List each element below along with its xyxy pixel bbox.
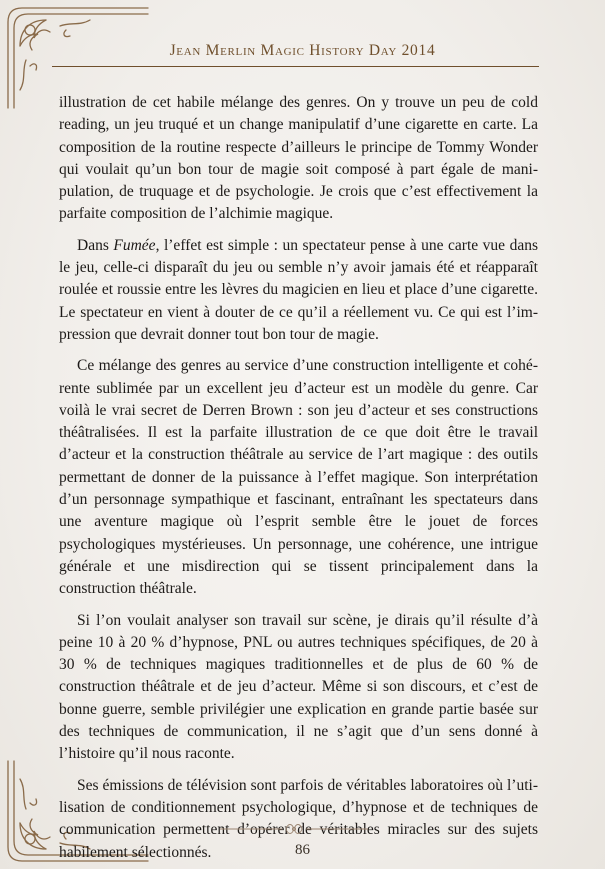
paragraph-2-lead: Dans [77, 236, 114, 254]
italic-title-fumee: Fumée [113, 236, 156, 254]
page-number: 86 [295, 842, 310, 858]
paragraph-2 [59, 235, 538, 346]
paragraph-3: Ce mélange des genres au service d’une construction intelligente et cohérente sublimée par un excellent jeu d’acteur est un modèle du genre. Car voilà le vrai secret de Derren Brown : son jeu d’acteur et ses constructions théâtralisées. Il est la parfaite illustration de ce que doit être le travail d’acteur et la construction théâtrale au service de l’art magique : des outils permettant de donner de la puissance à l’effet magique. Son interprétation d’un personnage sympathique et fascinant, entraînant les spectateurs dans une aventure magique où l’esprit semble être le jouet de forces psychologiques mystérieuses. Un personnage, une cohérence, une intrigue générale et une misdirection qui se tissent principalement dans la construction théâtrale. [59, 357, 538, 598]
header-rule [52, 66, 539, 67]
paragraph-5: Ses émissions de télévision sont parfois de véritables laboratoires où l’utilisation de conditionnement psychologique, d’hypnose et de techniques de communication permettent d’opérer de véritables miracles sur des sujets habilement sélectionnés. [59, 776, 538, 861]
running-header: Jean Merlin Magic History Day 2014 [169, 42, 436, 59]
paragraph-4: Si l’on voulait analyser son travail sur scène, je dirais qu’il résulte d’à peine 10 à 20 % d’hypnose, PNL ou autres techniques spécifiques, de 20 à 30 % de techniques magiques traditionnelles et de plus de 60 % de construction théâtrale et de jeu d’acteur. Même si son discours, et c’est de bonne guerre, semble privilégier une explication en grande partie basée sur des techniques de communication, il ne s’agit que d’un sens donné à l’histoire qu’il nous raconte. [59, 611, 538, 763]
body-text [59, 92, 538, 869]
footer-ornament [216, 818, 372, 840]
paragraph-2-text: , l’effet est simple : un spectateur pense à une carte vue dans le jeu, celle-ci disparaît du jeu ou semble n’y avoir jamais été et réapparaît roulée et roussie entre les lèvres du magicien en lieu et place d’une cigarette. Le spectateur en vient à douter de ce qu’il a réellement vu. Ce qui est l’impression que devrait donner tout bon tour de magie. [59, 236, 538, 343]
paragraph-1: illustration de cet habile mélange des genres. On y trouve un peu de cold reading, un jeu truqué et un change manipulatif d’une cigarette en carte. La composition de la routine respecte d’ailleurs le principe de Tommy Wonder qui voulait qu’un bon tour de magie soit composé à part égale de manipulation, de truquage et de psychologie. Je crois que c’est effectivement la parfaite composition de l’alchimie magique. [59, 94, 538, 223]
